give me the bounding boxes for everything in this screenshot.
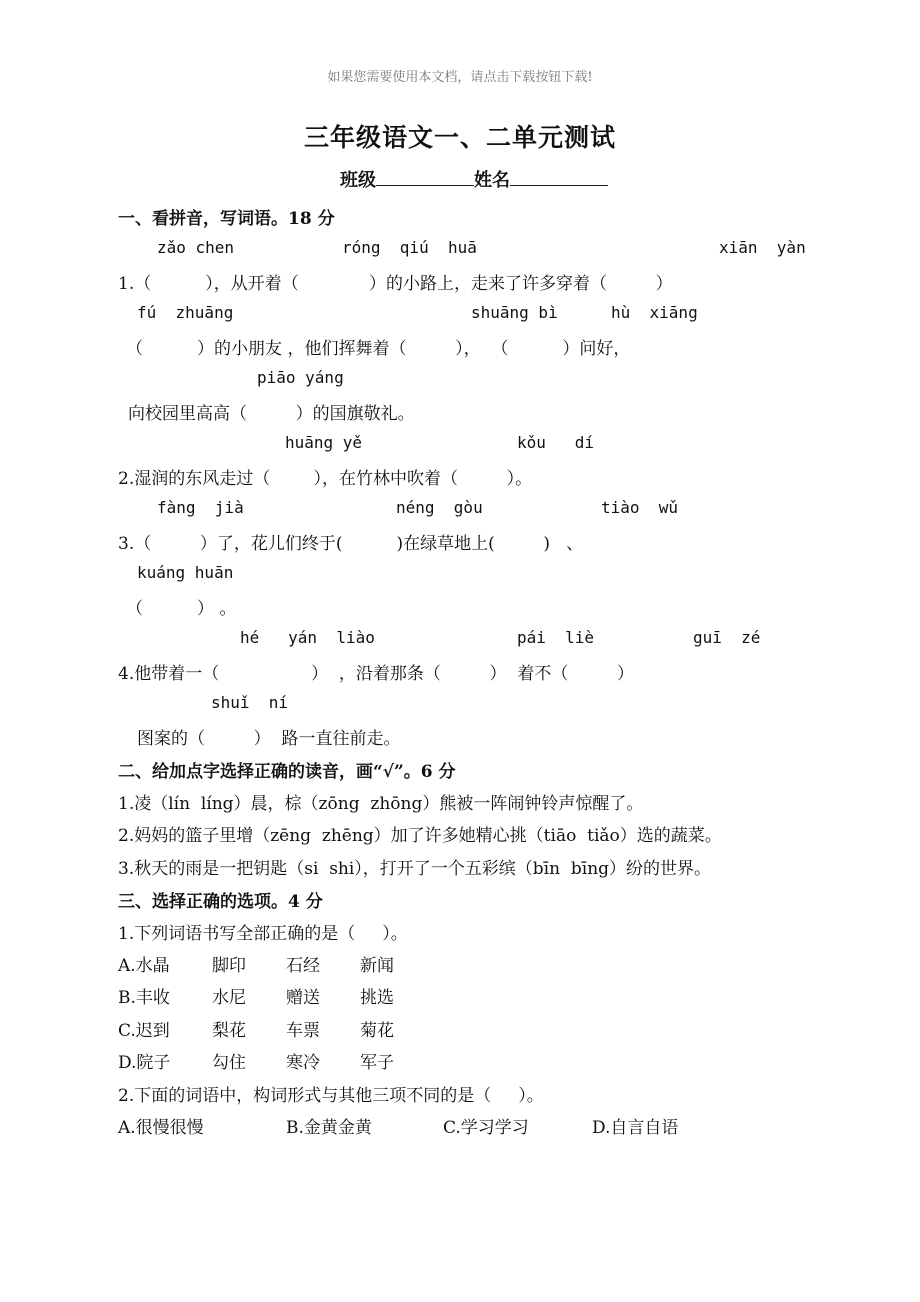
q1-line-1: 1.（ ），从开着（ ）的小路上，走来了许多穿着（ ） — [118, 274, 673, 294]
pinyin-kuanghuan: kuáng huān — [137, 563, 234, 582]
pinyin-fuzhuang: fú zhuāng — [137, 303, 234, 322]
s2-line-2: 2.妈妈的篮子里增（zēng zhēng）加了许多她精心挑（tiāo tiǎo）选的蔬菜。 — [118, 826, 722, 846]
pinyin-fangjia: fàng jià — [157, 498, 244, 517]
q4-line-2: 图案的（ ） 路一直往前走。 — [137, 729, 401, 749]
option-d-2: 勾住 — [212, 1053, 246, 1073]
option-c-3: 车票 — [286, 1021, 320, 1041]
pinyin-pailie: pái liè — [517, 628, 595, 647]
q3-line-1: 3.（ ）了，花儿们终于( )在绿草地上( ) 、 — [118, 534, 584, 554]
pinyin-piaoyang: piāo yáng — [257, 368, 344, 387]
pinyin-guize: guī zé — [693, 628, 761, 647]
option-d-1: D.院子 — [118, 1053, 171, 1073]
q2-option-d: D.自言自语 — [592, 1118, 679, 1138]
s2-line-3: 3.秋天的雨是一把钥匙（si shi），打开了一个五彩缤（bīn bīng）纷的世界。 — [118, 859, 712, 879]
q2-option-b: B.金黄金黄 — [286, 1118, 372, 1138]
page-title: 三年级语文一、二单元测试 — [303, 123, 616, 152]
option-a-2: 脚印 — [212, 956, 246, 976]
class-name-line — [340, 166, 608, 192]
pinyin-shuangbi: shuāng bì — [471, 303, 558, 322]
q2-line: 2.湿润的东风走过（ ），在竹林中吹着（ ）。 — [118, 469, 533, 489]
option-b-3: 赠送 — [286, 988, 320, 1008]
q1-line-2: （ ）的小朋友 ，他们挥舞着（ ）， （ ）问好， — [126, 339, 631, 359]
option-d-4: 军子 — [360, 1053, 394, 1073]
pinyin-rongqiuhua: róng qiú huā — [342, 238, 477, 257]
q1-line-3: 向校园里高高（ ）的国旗敬礼。 — [128, 404, 415, 424]
name-label: 姓名 — [474, 170, 510, 191]
section2-heading: 二、给加点字选择正确的读音，画“√”。6 分 — [118, 762, 456, 782]
q2-option-a: A.很慢很慢 — [118, 1118, 204, 1138]
download-notice: 如果您需要使用本文档，请点击下载按钮下载! — [327, 70, 593, 85]
section3-heading: 三、选择正确的选项。4 分 — [118, 892, 323, 912]
option-d-3: 寒冷 — [286, 1053, 320, 1073]
pinyin-heyanliao: hé yán liào — [240, 628, 375, 647]
section1-heading: 一、看拼音，写词语。18 分 — [118, 209, 335, 229]
option-a-1: A.水晶 — [118, 956, 170, 976]
option-b-1: B.丰收 — [118, 988, 170, 1008]
pinyin-xianyan: xiān yàn — [719, 238, 806, 257]
pinyin-huxiang: hù xiāng — [611, 303, 698, 322]
class-label: 班级 — [340, 170, 376, 191]
pinyin-zaochen: zǎo chen — [157, 238, 235, 257]
option-b-4: 挑选 — [360, 988, 394, 1008]
s3-q2: 2.下面的词语中，构词形式与其他三项不同的是（ ）。 — [118, 1086, 544, 1106]
name-blank — [510, 169, 608, 186]
option-c-2: 梨花 — [212, 1021, 246, 1041]
pinyin-tiaowu: tiào wǔ — [601, 498, 679, 517]
s2-line-1: 1.凌（lín líng）晨，棕（zōng zhōng）熊被一阵闹钟铃声惊醒了。 — [118, 794, 644, 814]
pinyin-shuini: shuǐ ní — [211, 693, 289, 712]
class-blank — [376, 169, 474, 186]
option-c-4: 菊花 — [360, 1021, 394, 1041]
option-a-4: 新闻 — [360, 956, 394, 976]
s3-q1: 1.下列词语书写全部正确的是（ ）。 — [118, 924, 408, 944]
pinyin-huangye: huāng yě — [285, 433, 363, 452]
q3-line-2: （ ） 。 — [126, 599, 237, 619]
pinyin-nenggou: néng gòu — [396, 498, 483, 517]
q2-option-c: C.学习学习 — [443, 1118, 529, 1138]
option-c-1: C.迟到 — [118, 1021, 170, 1041]
q4-line-1: 4.他带着一（ ） ，沿着那条（ ） 着不（ ） — [118, 664, 634, 684]
option-a-3: 石经 — [286, 956, 320, 976]
option-b-2: 水尼 — [212, 988, 246, 1008]
pinyin-koudi: kǒu dí — [517, 433, 595, 452]
